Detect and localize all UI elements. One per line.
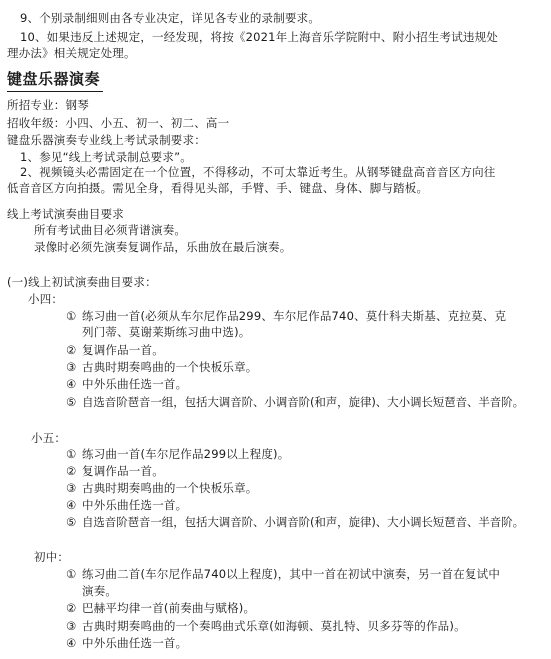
part-title: (一)线上初试演奏曲目要求：: [7, 275, 157, 289]
paragraph-rule-10-cont: 理办法》相关规定处理。: [7, 46, 136, 60]
list-number: ⑤: [66, 515, 77, 529]
list-text: 列门蒂、莫谢莱斯练习曲中选)。: [82, 325, 251, 339]
list-number: ③: [66, 360, 77, 374]
list-number: ①: [66, 567, 77, 581]
list-text: 复调作品一首。: [82, 343, 164, 357]
recording-req-title: 键盘乐器演奏专业线上考试录制要求：: [7, 133, 206, 147]
list-item: [66, 635, 187, 651]
section-title: 键盘乐器演奏: [7, 70, 101, 88]
grades-line: 招收年级：小四、小五、初一、初二、高一: [7, 116, 230, 130]
list-item: [66, 463, 164, 479]
paragraph-rule-9: 9、个别录制细则由各专业决定，详见各专业的录制要求。: [20, 11, 321, 25]
list-text: 古典时期奏鸣曲的一个奏鸣曲式乐章(如海顿、莫扎特、贝多芬等的作品)。: [82, 619, 466, 633]
group-label-junior-high: 初中：: [34, 550, 70, 564]
list-text: 练习曲一首(车尔尼作品299以上程度)。: [82, 447, 290, 461]
list-text: 复调作品一首。: [82, 464, 164, 478]
list-text: 古典时期奏鸣曲的一个快板乐章。: [82, 481, 258, 495]
list-item: [66, 600, 255, 616]
list-item: [66, 359, 258, 375]
list-text: 中外乐曲任选一首。: [82, 498, 188, 512]
order-line: 录像时必须先演奏复调作品，乐曲放在最后演奏。: [34, 240, 292, 254]
memorize-line: 所有考试曲目必须背谱演奏。: [34, 223, 187, 237]
list-item: [66, 566, 500, 582]
list-number: ④: [66, 377, 77, 391]
list-text: 演奏。: [82, 584, 118, 598]
list-item: [66, 618, 466, 634]
list-number: ③: [66, 481, 77, 495]
list-number: ④: [66, 636, 77, 650]
list-text: 古典时期奏鸣曲的一个快板乐章。: [82, 360, 258, 374]
list-number: ②: [66, 464, 77, 478]
list-item: [66, 342, 164, 358]
list-text: 自选音阶琶音一组，包括大调音阶、小调音阶(和声，旋律)、大小调长短琶音、半音阶。: [82, 395, 524, 409]
list-number: ③: [66, 619, 77, 633]
list-text: 自选音阶琶音一组，包括大调音阶、小调音阶(和声，旋律)、大小调长短琶音、半音阶。: [82, 515, 524, 529]
list-number: ②: [66, 343, 77, 357]
list-number: ⑤: [66, 395, 77, 409]
list-item: [66, 308, 506, 324]
group-label-grade5: 小五：: [31, 431, 67, 445]
list-number: ④: [66, 498, 77, 512]
group-label-grade4: 小四：: [28, 292, 64, 306]
list-item: [66, 514, 524, 530]
list-number: ①: [66, 447, 77, 461]
recording-req-1: 1、参见“线上考试录制总要求”。: [20, 150, 192, 164]
list-text: 练习曲一首(必须从车尔尼作品299、车尔尼作品740、莫什科夫斯基、克拉莫、克: [82, 309, 507, 323]
list-item: [66, 324, 251, 340]
list-item: [66, 480, 258, 496]
list-item: [66, 446, 289, 462]
list-text: 中外乐曲任选一首。: [82, 636, 188, 650]
list-item: [66, 583, 117, 599]
section-title-underline: [7, 91, 103, 92]
list-text: 巴赫平均律一首(前奏曲与赋格)。: [82, 601, 256, 615]
list-item: [66, 376, 187, 392]
list-text: 练习曲二首(车尔尼作品740以上程度)，其中一首在初试中演奏，另一首在复试中: [82, 567, 501, 581]
list-item: [66, 497, 187, 513]
list-text: 中外乐曲任选一首。: [82, 377, 188, 391]
list-item: [66, 394, 524, 410]
recording-req-2: 2、视频镜头必需固定在一个位置，不得移动，不可太靠近考生。从钢琴键盘高音音区方向往: [20, 165, 496, 179]
paragraph-rule-10: 10、如果违反上述规定，一经发现，将按《2021年上海音乐学院附中、附小招生考试违规处: [20, 30, 498, 44]
list-number: ②: [66, 601, 77, 615]
recording-req-2-cont: 低音音区方向拍摄。需见全身，看得见头部，手臂、手、键盘、身体、脚与踏板。: [7, 181, 429, 195]
repertoire-title: 线上考试演奏曲目要求: [7, 207, 124, 221]
list-number: ①: [66, 309, 77, 323]
major-line: 所招专业：钢琴: [7, 98, 89, 112]
